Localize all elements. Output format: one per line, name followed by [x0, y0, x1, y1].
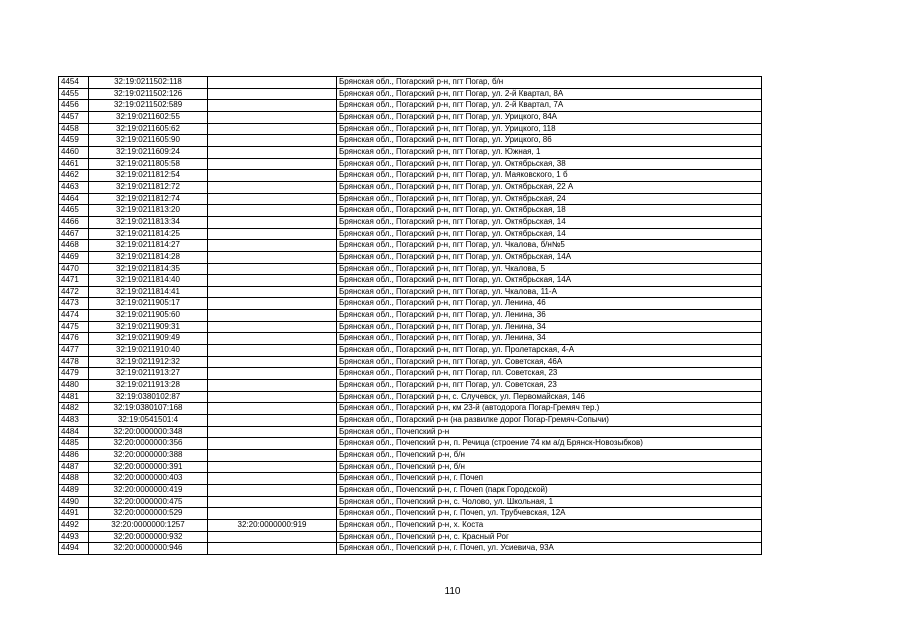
address-cell: Брянская обл., Погарский р-н, пгт Погар, ул. Урицкого, 84А	[337, 111, 762, 123]
related-cadastral-number-cell	[208, 508, 337, 520]
related-cadastral-number-cell	[208, 415, 337, 427]
cadastral-number-cell: 32:19:0211909:31	[89, 321, 208, 333]
row-number-cell: 4468	[59, 240, 89, 252]
table-row	[59, 100, 762, 112]
row-number-cell: 4456	[59, 100, 89, 112]
related-cadastral-number-cell	[208, 496, 337, 508]
table-row	[59, 426, 762, 438]
table-row	[59, 286, 762, 298]
table-row	[59, 240, 762, 252]
related-cadastral-number-cell	[208, 298, 337, 310]
related-cadastral-number-cell	[208, 146, 337, 158]
row-number-cell: 4489	[59, 484, 89, 496]
table-row	[59, 205, 762, 217]
address-cell: Брянская обл., Погарский р-н, пгт Погар, ул. Октябрьская, 22 А	[337, 181, 762, 193]
address-cell: Брянская обл., Погарский р-н, пгт Погар, ул. 2-й Квартал, 8А	[337, 88, 762, 100]
related-cadastral-number-cell	[208, 391, 337, 403]
address-cell: Брянская обл., Почепский р-н	[337, 426, 762, 438]
related-cadastral-number-cell	[208, 426, 337, 438]
cadastral-number-cell: 32:20:0000000:946	[89, 543, 208, 555]
cadastral-number-cell: 32:19:0211913:28	[89, 380, 208, 392]
cadastral-number-cell: 32:19:0211912:32	[89, 356, 208, 368]
related-cadastral-number-cell	[208, 310, 337, 322]
address-cell: Брянская обл., Погарский р-н, пгт Погар, ул. Ленина, 34	[337, 333, 762, 345]
row-number-cell: 4479	[59, 368, 89, 380]
cadastral-number-cell: 32:19:0211814:27	[89, 240, 208, 252]
cadastral-number-cell: 32:19:0211812:74	[89, 193, 208, 205]
related-cadastral-number-cell	[208, 286, 337, 298]
cadastral-number-cell: 32:19:0211814:41	[89, 286, 208, 298]
address-cell: Брянская обл., Погарский р-н, пгт Погар, ул. Урицкого, 86	[337, 135, 762, 147]
related-cadastral-number-cell	[208, 345, 337, 357]
address-cell: Брянская обл., Погарский р-н, пгт Погар, ул. Чкалова, 5	[337, 263, 762, 275]
cadastral-number-cell: 32:20:0000000:1257	[89, 519, 208, 531]
cadastral-number-cell: 32:19:0380102:87	[89, 391, 208, 403]
table-row	[59, 345, 762, 357]
registry-table-body	[59, 77, 762, 555]
row-number-cell: 4455	[59, 88, 89, 100]
address-cell: Брянская обл., Почепский р-н, б/н	[337, 450, 762, 462]
row-number-cell: 4460	[59, 146, 89, 158]
address-cell: Брянская обл., Почепский р-н, с. Красный Рог	[337, 531, 762, 543]
related-cadastral-number-cell	[208, 170, 337, 182]
table-row	[59, 519, 762, 531]
table-row	[59, 181, 762, 193]
related-cadastral-number-cell	[208, 333, 337, 345]
related-cadastral-number-cell	[208, 135, 337, 147]
address-cell: Брянская обл., Погарский р-н, пгт Погар, ул. Пролетарская, 4-А	[337, 345, 762, 357]
table-row	[59, 496, 762, 508]
row-number-cell: 4464	[59, 193, 89, 205]
row-number-cell: 4492	[59, 519, 89, 531]
cadastral-number-cell: 32:19:0541501:4	[89, 415, 208, 427]
cadastral-number-cell: 32:19:0211814:25	[89, 228, 208, 240]
row-number-cell: 4491	[59, 508, 89, 520]
related-cadastral-number-cell	[208, 531, 337, 543]
cadastral-number-cell: 32:19:0211910:40	[89, 345, 208, 357]
cadastral-number-cell: 32:20:0000000:529	[89, 508, 208, 520]
table-row	[59, 88, 762, 100]
table-row	[59, 380, 762, 392]
table-row	[59, 333, 762, 345]
address-cell: Брянская обл., Почепский р-н, с. Чолово, ул. Школьная, 1	[337, 496, 762, 508]
table-row	[59, 193, 762, 205]
address-cell: Брянская обл., Погарский р-н, пгт Погар, ул. Урицкого, 118	[337, 123, 762, 135]
row-number-cell: 4462	[59, 170, 89, 182]
address-cell: Брянская обл., Погарский р-н, пгт Погар, ул. Советская, 46А	[337, 356, 762, 368]
cadastral-number-cell: 32:19:0211913:27	[89, 368, 208, 380]
address-cell: Брянская обл., Почепский р-н, г. Почеп	[337, 473, 762, 485]
related-cadastral-number-cell	[208, 438, 337, 450]
row-number-cell: 4484	[59, 426, 89, 438]
table-row	[59, 368, 762, 380]
cadastral-number-cell: 32:19:0211909:49	[89, 333, 208, 345]
address-cell: Брянская обл., Почепский р-н, п. Речица (строение 74 км а/д Брянск-Новозыбков)	[337, 438, 762, 450]
row-number-cell: 4463	[59, 181, 89, 193]
row-number-cell: 4459	[59, 135, 89, 147]
cadastral-number-cell: 32:20:0000000:475	[89, 496, 208, 508]
row-number-cell: 4465	[59, 205, 89, 217]
address-cell: Брянская обл., Погарский р-н, км 23-й (автодорога Погар-Гремяч тер.)	[337, 403, 762, 415]
table-row	[59, 450, 762, 462]
table-row	[59, 170, 762, 182]
address-cell: Брянская обл., Погарский р-н, пгт Погар, пл. Советская, 23	[337, 368, 762, 380]
cadastral-number-cell: 32:19:0380107:168	[89, 403, 208, 415]
table-row	[59, 158, 762, 170]
related-cadastral-number-cell	[208, 111, 337, 123]
cadastral-number-cell: 32:19:0211813:20	[89, 205, 208, 217]
row-number-cell: 4494	[59, 543, 89, 555]
address-cell: Брянская обл., Погарский р-н, пгт Погар, ул. Ленина, 34	[337, 321, 762, 333]
row-number-cell: 4486	[59, 450, 89, 462]
address-cell: Брянская обл., Почепский р-н, г. Почеп (парк Городской)	[337, 484, 762, 496]
address-cell: Брянская обл., Погарский р-н, пгт Погар, ул. Октябрьская, 18	[337, 205, 762, 217]
row-number-cell: 4477	[59, 345, 89, 357]
address-cell: Брянская обл., Погарский р-н (на развилке дорог Погар-Гремяч-Сопычи)	[337, 415, 762, 427]
address-cell: Брянская обл., Погарский р-н, пгт Погар, ул. Ленина, 36	[337, 310, 762, 322]
related-cadastral-number-cell	[208, 77, 337, 89]
row-number-cell: 4466	[59, 216, 89, 228]
row-number-cell: 4457	[59, 111, 89, 123]
table-row	[59, 403, 762, 415]
row-number-cell: 4470	[59, 263, 89, 275]
related-cadastral-number-cell	[208, 216, 337, 228]
registry-table	[58, 76, 762, 555]
row-number-cell: 4487	[59, 461, 89, 473]
table-row	[59, 484, 762, 496]
table-row	[59, 111, 762, 123]
table-row	[59, 77, 762, 89]
cadastral-number-cell: 32:19:0211812:72	[89, 181, 208, 193]
cadastral-number-cell: 32:19:0211905:17	[89, 298, 208, 310]
cadastral-number-cell: 32:19:0211502:118	[89, 77, 208, 89]
row-number-cell: 4478	[59, 356, 89, 368]
related-cadastral-number-cell	[208, 123, 337, 135]
table-row	[59, 135, 762, 147]
related-cadastral-number-cell: 32:20:0000000:919	[208, 519, 337, 531]
address-cell: Брянская обл., Почепский р-н, г. Почеп, ул. Трубчевская, 12А	[337, 508, 762, 520]
related-cadastral-number-cell	[208, 181, 337, 193]
related-cadastral-number-cell	[208, 380, 337, 392]
row-number-cell: 4488	[59, 473, 89, 485]
related-cadastral-number-cell	[208, 473, 337, 485]
related-cadastral-number-cell	[208, 88, 337, 100]
related-cadastral-number-cell	[208, 263, 337, 275]
table-row	[59, 391, 762, 403]
row-number-cell: 4474	[59, 310, 89, 322]
table-row	[59, 310, 762, 322]
table-row	[59, 228, 762, 240]
address-cell: Брянская обл., Погарский р-н, пгт Погар, ул. Южная, 1	[337, 146, 762, 158]
address-cell: Брянская обл., Погарский р-н, пгт Погар, ул. Маяковского, 1 б	[337, 170, 762, 182]
cadastral-number-cell: 32:20:0000000:356	[89, 438, 208, 450]
address-cell: Брянская обл., Погарский р-н, пгт Погар, б/н	[337, 77, 762, 89]
address-cell: Брянская обл., Почепский р-н, б/н	[337, 461, 762, 473]
cadastral-number-cell: 32:19:0211805:58	[89, 158, 208, 170]
related-cadastral-number-cell	[208, 275, 337, 287]
table-row	[59, 531, 762, 543]
address-cell: Брянская обл., Погарский р-н, пгт Погар, ул. Октябрьская, 24	[337, 193, 762, 205]
cadastral-number-cell: 32:20:0000000:388	[89, 450, 208, 462]
address-cell: Брянская обл., Почепский р-н, х. Коста	[337, 519, 762, 531]
cadastral-number-cell: 32:20:0000000:348	[89, 426, 208, 438]
cadastral-number-cell: 32:19:0211502:589	[89, 100, 208, 112]
address-cell: Брянская обл., Погарский р-н, пгт Погар, ул. Октябрьская, 14	[337, 228, 762, 240]
row-number-cell: 4485	[59, 438, 89, 450]
row-number-cell: 4472	[59, 286, 89, 298]
cadastral-number-cell: 32:19:0211609:24	[89, 146, 208, 158]
cadastral-number-cell: 32:20:0000000:403	[89, 473, 208, 485]
cadastral-number-cell: 32:19:0211605:62	[89, 123, 208, 135]
table-row	[59, 438, 762, 450]
related-cadastral-number-cell	[208, 251, 337, 263]
address-cell: Брянская обл., Погарский р-н, пгт Погар, ул. Октябрьская, 14	[337, 216, 762, 228]
row-number-cell: 4481	[59, 391, 89, 403]
cadastral-number-cell: 32:20:0000000:419	[89, 484, 208, 496]
row-number-cell: 4475	[59, 321, 89, 333]
row-number-cell: 4483	[59, 415, 89, 427]
cadastral-number-cell: 32:19:0211605:90	[89, 135, 208, 147]
related-cadastral-number-cell	[208, 368, 337, 380]
cadastral-number-cell: 32:19:0211812:54	[89, 170, 208, 182]
cadastral-number-cell: 32:20:0000000:932	[89, 531, 208, 543]
related-cadastral-number-cell	[208, 403, 337, 415]
cadastral-number-cell: 32:19:0211905:60	[89, 310, 208, 322]
page-number: 110	[444, 586, 461, 597]
address-cell: Брянская обл., Погарский р-н, пгт Погар, ул. Октябрьская, 14А	[337, 251, 762, 263]
cadastral-number-cell: 32:19:0211813:34	[89, 216, 208, 228]
row-number-cell: 4476	[59, 333, 89, 345]
table-row	[59, 543, 762, 555]
cadastral-number-cell: 32:19:0211814:28	[89, 251, 208, 263]
table-row	[59, 275, 762, 287]
related-cadastral-number-cell	[208, 193, 337, 205]
table-row	[59, 298, 762, 310]
address-cell: Брянская обл., Погарский р-н, пгт Погар, ул. Советская, 23	[337, 380, 762, 392]
table-row	[59, 263, 762, 275]
related-cadastral-number-cell	[208, 321, 337, 333]
table-row	[59, 461, 762, 473]
related-cadastral-number-cell	[208, 240, 337, 252]
row-number-cell: 4490	[59, 496, 89, 508]
address-cell: Брянская обл., Погарский р-н, пгт Погар, ул. Ленина, 46	[337, 298, 762, 310]
table-row	[59, 146, 762, 158]
address-cell: Брянская обл., Погарский р-н, пгт Погар, ул. Октябрьская, 14А	[337, 275, 762, 287]
related-cadastral-number-cell	[208, 205, 337, 217]
table-row	[59, 508, 762, 520]
table-row	[59, 251, 762, 263]
row-number-cell: 4461	[59, 158, 89, 170]
address-cell: Брянская обл., Почепский р-н, г. Почеп, ул. Усиевича, 93А	[337, 543, 762, 555]
related-cadastral-number-cell	[208, 158, 337, 170]
row-number-cell: 4469	[59, 251, 89, 263]
related-cadastral-number-cell	[208, 356, 337, 368]
related-cadastral-number-cell	[208, 228, 337, 240]
cadastral-number-cell: 32:20:0000000:391	[89, 461, 208, 473]
cadastral-number-cell: 32:19:0211814:35	[89, 263, 208, 275]
address-cell: Брянская обл., Погарский р-н, с. Случевск, ул. Первомайская, 146	[337, 391, 762, 403]
table-row	[59, 356, 762, 368]
related-cadastral-number-cell	[208, 543, 337, 555]
related-cadastral-number-cell	[208, 450, 337, 462]
table-row	[59, 216, 762, 228]
table-row	[59, 415, 762, 427]
address-cell: Брянская обл., Погарский р-н, пгт Погар, ул. Чкалова, б/н№5	[337, 240, 762, 252]
row-number-cell: 4473	[59, 298, 89, 310]
address-cell: Брянская обл., Погарский р-н, пгт Погар, ул. 2-й Квартал, 7А	[337, 100, 762, 112]
row-number-cell: 4471	[59, 275, 89, 287]
related-cadastral-number-cell	[208, 100, 337, 112]
table-row	[59, 473, 762, 485]
address-cell: Брянская обл., Погарский р-н, пгт Погар, ул. Октябрьская, 38	[337, 158, 762, 170]
related-cadastral-number-cell	[208, 461, 337, 473]
related-cadastral-number-cell	[208, 484, 337, 496]
cadastral-number-cell: 32:19:0211502:126	[89, 88, 208, 100]
row-number-cell: 4482	[59, 403, 89, 415]
cadastral-number-cell: 32:19:0211602:55	[89, 111, 208, 123]
table-row	[59, 321, 762, 333]
row-number-cell: 4493	[59, 531, 89, 543]
address-cell: Брянская обл., Погарский р-н, пгт Погар, ул. Чкалова, 11-А	[337, 286, 762, 298]
row-number-cell: 4480	[59, 380, 89, 392]
table-row	[59, 123, 762, 135]
row-number-cell: 4458	[59, 123, 89, 135]
cadastral-number-cell: 32:19:0211814:40	[89, 275, 208, 287]
row-number-cell: 4467	[59, 228, 89, 240]
row-number-cell: 4454	[59, 77, 89, 89]
